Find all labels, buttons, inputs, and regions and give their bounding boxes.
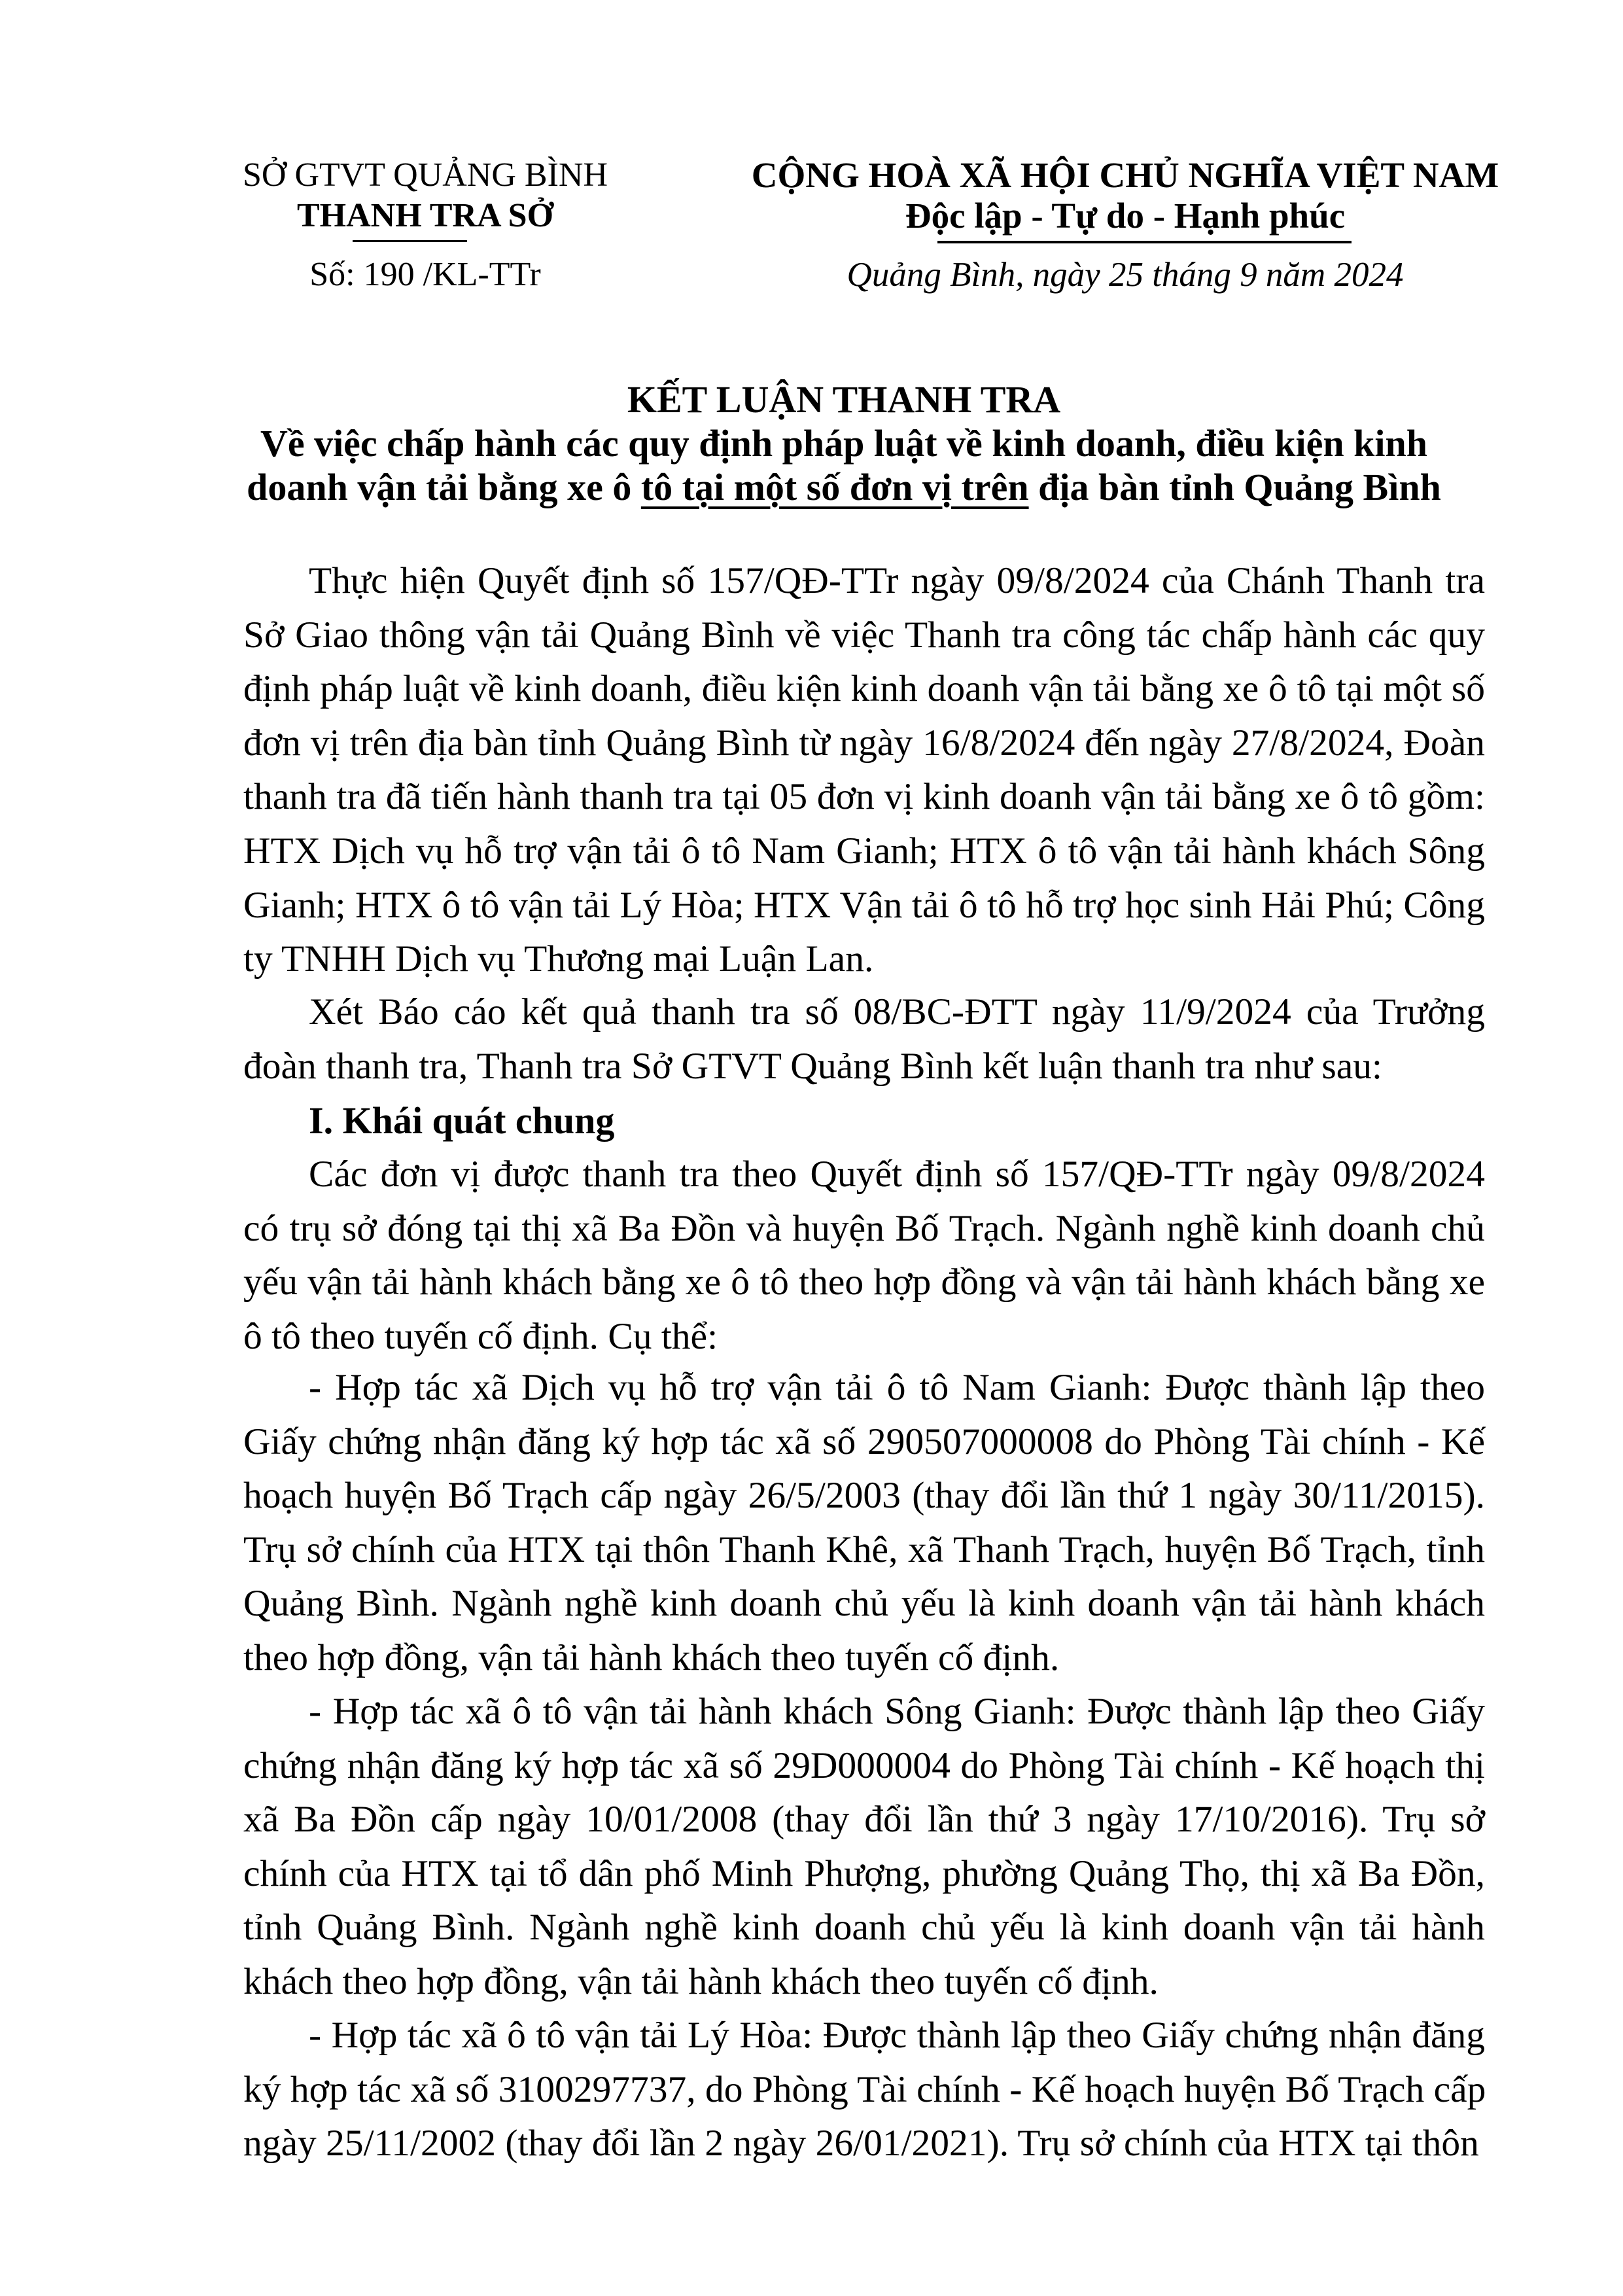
paragraph-line: ty TNHH Dịch vụ Thương mại Luận Lan. (243, 938, 874, 980)
paragraph-line: đơn vị trên địa bàn tỉnh Quảng Bình từ ngày 16/8/2024 đến ngày 27/8/2024, Đoàn (243, 722, 1485, 764)
document-title: KẾT LUẬN THANH TRA (627, 378, 1061, 421)
paragraph-line: Giấy chứng nhận đăng ký hợp tác xã số 290507000008 do Phòng Tài chính - Kế (243, 1421, 1485, 1462)
paragraph-line: chính của HTX tại tổ dân phố Minh Phượng, phường Quảng Thọ, thị xã Ba Đồn, (243, 1852, 1485, 1894)
paragraph-line: xã Ba Đồn cấp ngày 10/01/2008 (thay đổi lần thứ 3 ngày 17/10/2016). Trụ sở (243, 1799, 1485, 1841)
paragraph-line: Quảng Bình. Ngành nghề kinh doanh chủ yếu là kinh doanh vận tải hành khách (243, 1583, 1485, 1625)
section-heading: I. Khái quát chung (309, 1099, 615, 1142)
paragraph-line: có trụ sở đóng tại thị xã Ba Đồn và huyện Bố Trạch. Ngành nghề kinh doanh chủ (243, 1207, 1485, 1249)
paragraph-line: Xét Báo cáo kết quả thanh tra số 08/BC-ĐTT ngày 11/9/2024 của Trưởng (309, 991, 1485, 1033)
paragraph-line: Gianh; HTX ô tô vận tải Lý Hòa; HTX Vận tải ô tô hỗ trợ học sinh Hải Phú; Công (243, 884, 1485, 926)
paragraph-line: định pháp luật về kinh doanh, điều kiện kinh doanh vận tải bằng xe ô tô tại một số (243, 668, 1485, 710)
document-subtitle-line1: Về việc chấp hành các quy định pháp luật về kinh doanh, điều kiện kinh (260, 422, 1428, 465)
paragraph-line: theo hợp đồng, vận tải hành khách theo tuyến cố định. (243, 1637, 1060, 1678)
document-subtitle-line2 (196, 466, 1492, 509)
paragraph-line: ký hợp tác xã số 3100297737, do Phòng Tài chính - Kế hoạch huyện Bố Trạch cấp (243, 2068, 1486, 2110)
paragraph-line: đoàn thanh tra, Thanh tra Sở GTVT Quảng Bình kết luận thanh tra như sau: (243, 1045, 1382, 1087)
paragraph-line: tỉnh Quảng Bình. Ngành nghề kinh doanh chủ yếu là kinh doanh vận tải hành (243, 1907, 1485, 1949)
paragraph-line: - Hợp tác xã ô tô vận tải Lý Hòa: Được thành lập theo Giấy chứng nhận đăng (309, 2015, 1485, 2056)
document-number: Số: 190 /KL-TTr (309, 256, 541, 293)
paragraph-line: - Hợp tác xã ô tô vận tải hành khách Sông Gianh: Được thành lập theo Giấy (309, 1691, 1485, 1732)
national-motto: Độc lập - Tự do - Hạnh phúc (905, 196, 1346, 236)
paragraph-line: yếu vận tải hành khách bằng xe ô tô theo hợp đồng và vận tải hành khách bằng xe (243, 1262, 1485, 1303)
paragraph-line: ô tô theo tuyến cố định. Cụ thể: (243, 1315, 718, 1357)
agency-parent: SỞ GTVT QUẢNG BÌNH (242, 156, 608, 194)
paragraph-line: Sở Giao thông vận tải Quảng Bình về việc Thanh tra công tác chấp hành các quy (243, 614, 1485, 656)
paragraph-line: thanh tra đã tiến hành thanh tra tại 05 đơn vị kinh doanh vận tải bằng xe ô tô gồm: (243, 776, 1485, 818)
paragraph-line: Trụ sở chính của HTX tại thôn Thanh Khê, xã Thanh Trạch, huyện Bố Trạch, tỉnh (243, 1528, 1485, 1570)
agency-name: THANH TRA SỞ (296, 197, 554, 234)
paragraph-line: chứng nhận đăng ký hợp tác xã số 29D000004 do Phòng Tài chính - Kế hoạch thị (243, 1744, 1485, 1786)
paragraph-line: Các đơn vị được thanh tra theo Quyết định số 157/QĐ-TTr ngày 09/8/2024 (309, 1154, 1485, 1195)
paragraph-line: khách theo hợp đồng, vận tải hành khách theo tuyến cố định. (243, 1961, 1159, 2002)
motto-underline (937, 241, 1352, 243)
national-title: CỘNG HOÀ XÃ HỘI CHỦ NGHĨA VIỆT NAM (751, 155, 1499, 195)
paragraph-line: HTX Dịch vụ hỗ trợ vận tải ô tô Nam Gianh; HTX ô tô vận tải hành khách Sông (243, 830, 1485, 872)
agency-underline (353, 240, 467, 242)
paragraph-line: Thực hiện Quyết định số 157/QĐ-TTr ngày 09/8/2024 của Chánh Thanh tra (309, 560, 1485, 601)
subtitle-text: doanh vận tải bằng xe ô (247, 466, 641, 508)
subtitle-text: địa bàn tỉnh Quảng Bình (1028, 466, 1441, 508)
place-date: Quảng Bình, ngày 25 tháng 9 năm 2024 (846, 256, 1404, 294)
subtitle-underlined-text: tô tại một số đơn vị trên (640, 466, 1029, 508)
paragraph-line: ngày 25/11/2002 (thay đổi lần 2 ngày 26/01/2021). Trụ sở chính của HTX tại thôn (243, 2123, 1479, 2164)
paragraph-line: - Hợp tác xã Dịch vụ hỗ trợ vận tải ô tô Nam Gianh: Được thành lập theo (309, 1367, 1485, 1408)
paragraph-line: hoạch huyện Bố Trạch cấp ngày 26/5/2003 (thay đổi lần thứ 1 ngày 30/11/2015). (243, 1475, 1485, 1517)
